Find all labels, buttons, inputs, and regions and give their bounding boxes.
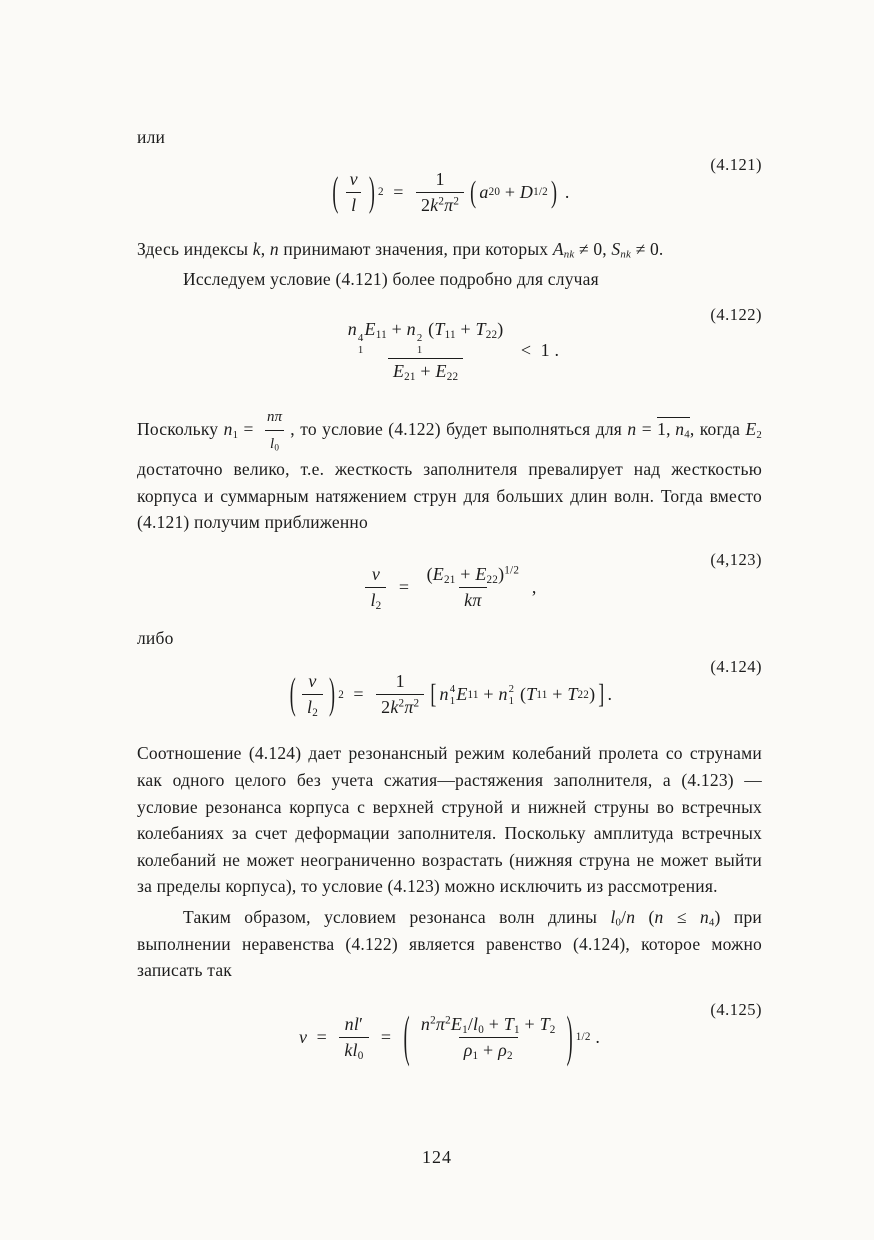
paragraph-libo: либо	[137, 627, 174, 648]
equation-number: (4.122)	[710, 304, 762, 324]
equation-body: ( $\frac{v}{l}$ ) 2 = $\frac{1}{2k^2\pi^2}$ ( a 20 + D 1/2 ) .	[332, 167, 570, 215]
equation-4-124	[137, 657, 762, 718]
paragraph-indices: Здесь индексы k, n принимают значения, при которых Ank ≠ 0, Snk ≠ 0.	[137, 238, 664, 261]
equation-number: (4.125)	[710, 999, 762, 1019]
equation-4-122	[137, 305, 762, 382]
paragraph-or: или	[137, 127, 166, 147]
equation-4-121	[137, 155, 762, 216]
paragraph-issleduem: Исследуем условие (4.121) более подробно для случая	[183, 269, 599, 290]
page-content	[137, 124, 762, 1067]
paragraph-poskolku: Поскольку n1 = $\frac{n\pi}{l0}$ , то условие (4.122) будет выполняться для n = 1, n4, когда E2 достаточно велико, т.е. жесткость заполнителя превалирует над жесткостью корпуса и суммарным натяжением струн для больших длин волн. Тогда вместо (4.121) получим приближенно	[137, 408, 762, 533]
page-number: 124	[422, 1147, 452, 1167]
equation-4-125	[137, 999, 762, 1067]
paragraph-takim-obrazom: Таким образом, условием резонанса волн длины l0/n (n ≤ n4) при выполнении неравенства (4.122) является равенство (4.124), которое можно записать так	[137, 907, 762, 981]
equation-body: ( $\frac{v}{l2}$ ) 2 = $\frac{1}{2k^2\pi^2}$ [ n 4 1 E 11 + n 2 1 ( T 11 + T 22 ) ] .	[289, 669, 613, 720]
equation-number: (4.124)	[710, 657, 762, 677]
paragraph-sootnoshenie: Соотношение (4.124) дает резонансный режим колебаний пролета со струнами как одного целого без учета сжатия—растяжения заполнителя, а (4.123) — условие резонанса корпуса с верхней струной и нижней струны во встречных колебаниях за счет деформации заполнителя. Поскольку амплитуда встречных колебаний не может неограниченно возрастать (нижняя струна не может выйти за пределы корпуса), то условие (4.123) можно исключить из рассмотрения.	[137, 743, 762, 897]
equation-body: $\frac{v}{l2}$ = $\frac{(E21 + E22)^{1/2}}{k\pi}$ ,	[137, 550, 762, 611]
equation-body: v = $\frac{nl'}{kl0}$ = ( $\frac{n^2\pi^2E1/l0 + T1 + T2}{\rho 1 + \rho 2}$ ) 1/2 .	[298, 1004, 601, 1067]
equation-4-123	[137, 550, 762, 611]
equation-body: n 4 1 E11 + n 2 1 (T11 + T22) E21 + E22 < 1 .	[347, 318, 560, 383]
equation-number: (4,123)	[710, 549, 762, 569]
equation-number: (4.121)	[710, 154, 762, 174]
